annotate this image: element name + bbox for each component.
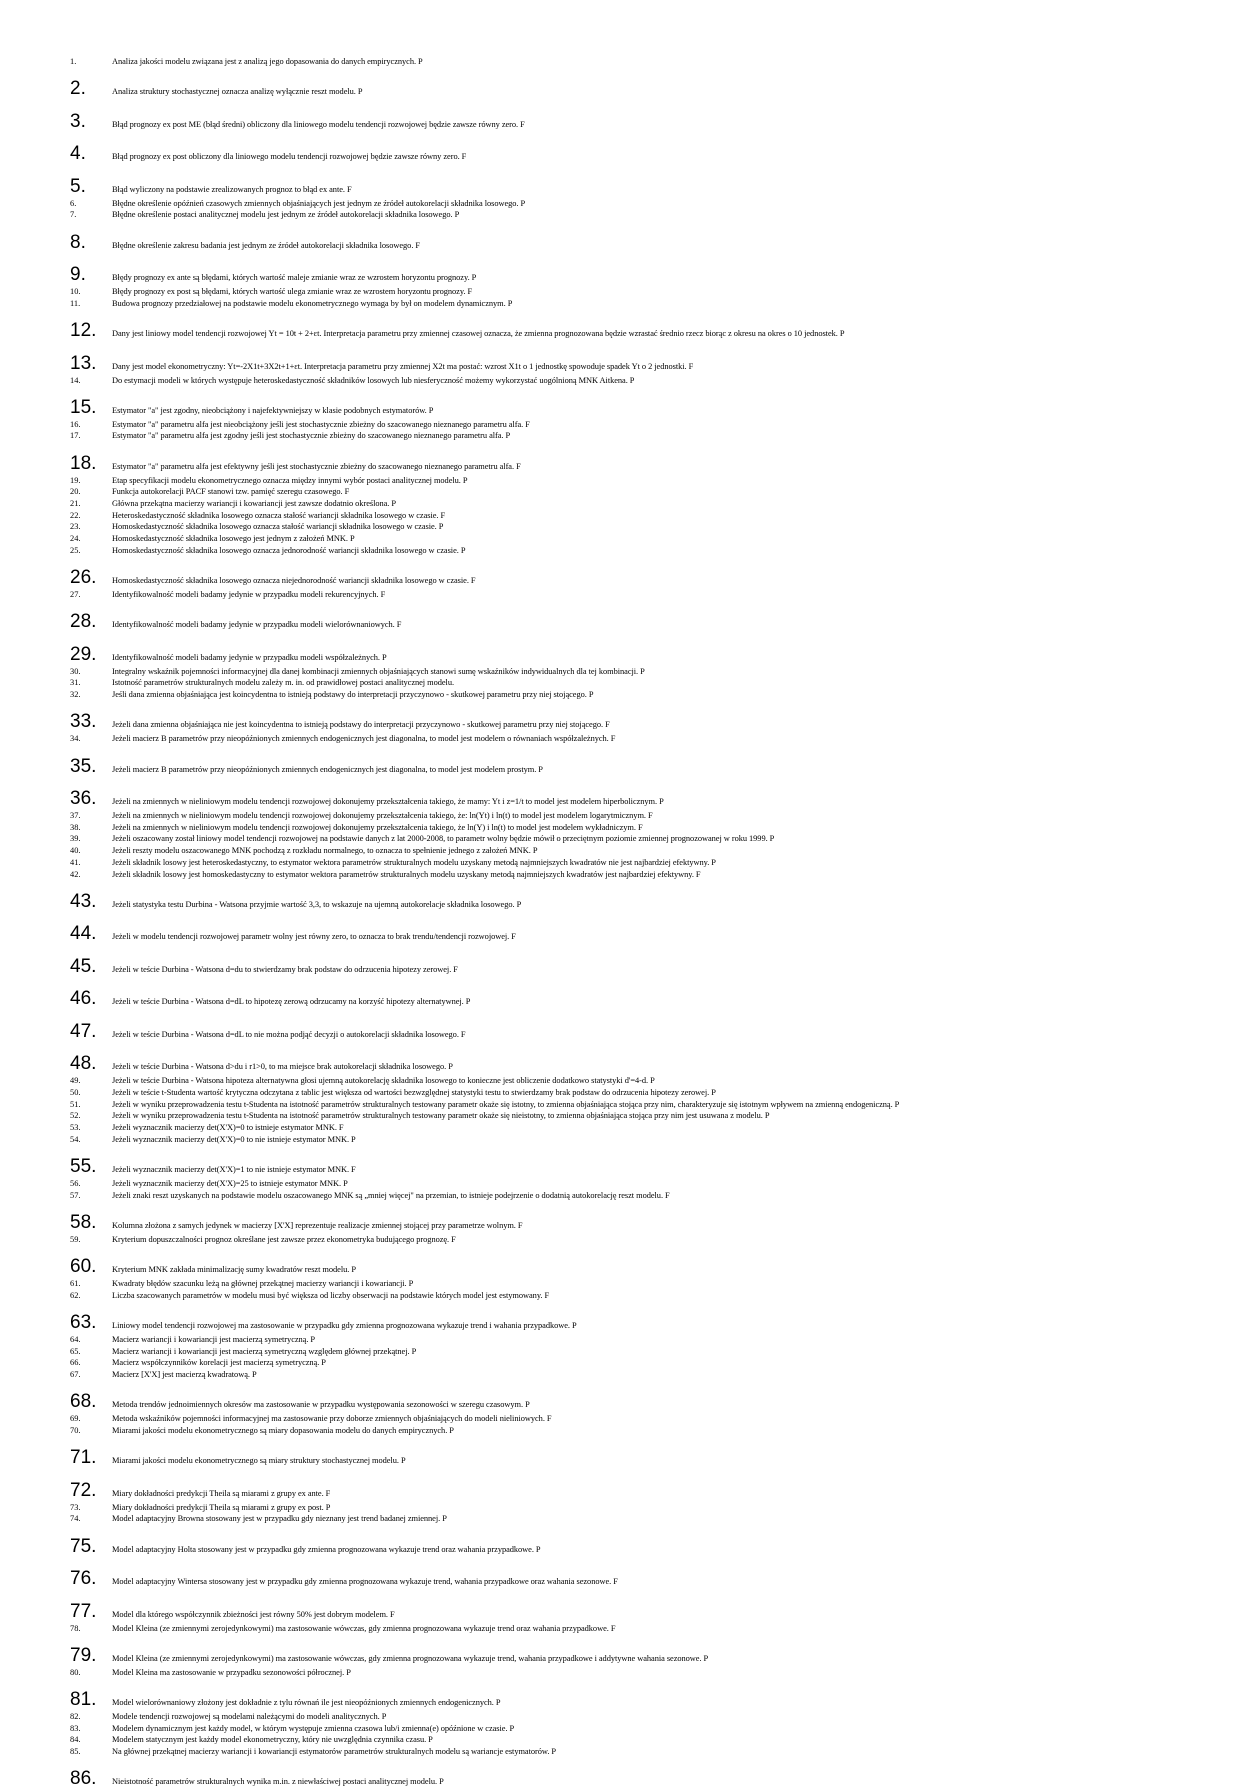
item-number: 31.: [70, 678, 81, 688]
item-text: Błędne określenie opóźnień czasowych zmiennych objaśniających jest jednym ze źródeł autokorelacji składnika losowego. P: [112, 198, 526, 208]
item-text: Błędy prognozy ex ante są błędami, których wartość maleje zmianie wraz ze wzrostem horyzontu prognozy. P: [112, 273, 477, 283]
list-item: [70, 890, 1210, 913]
item-text: Liniowy model tendencji rozwojowej ma zastosowanie w przypadku gdy zmienna prognozowana wykazuje trend i wahania przypadkowe. P: [112, 1321, 577, 1331]
list-item: [70, 1691, 1210, 1711]
item-text: Miarami jakości modelu ekonometrycznego są miary dopasowania modelu do danych empirycznych. P: [112, 1426, 454, 1436]
list-item: [70, 1734, 1210, 1746]
item-text: Istotność parametrów strukturalnych modelu zależy m. in. od prawidłowej postaci analitycznej modelu.: [112, 678, 454, 688]
list-item: [70, 1134, 1210, 1146]
item-number: 67.: [70, 1370, 81, 1380]
list-item: [70, 790, 1210, 810]
item-text: Macierz współczynników korelacji jest macierzą symetryczną. P: [112, 1358, 326, 1368]
item-text: Jeżeli w teście Durbina - Watsona d=dL to nie można podjąć decyzji o autokorelacji składnika losowego. F: [112, 1029, 466, 1039]
list-item: [70, 1393, 1210, 1413]
list-item: [70, 1178, 1210, 1190]
item-number: 15.: [70, 396, 97, 418]
list-item: [70, 1290, 1210, 1302]
list-item: [70, 990, 1210, 1010]
item-number: 44.: [70, 923, 97, 945]
item-text: Miary dokładności predykcji Theila są miarami z grupy ex ante. F: [112, 1488, 331, 1498]
item-number: 43.: [70, 890, 97, 912]
list-item: [70, 110, 1210, 133]
item-number: 7.: [70, 210, 77, 220]
item-number: 54.: [70, 1134, 81, 1144]
item-text: Jeśli dana zmienna objaśniająca jest koincydentna to istnieją podstawy do interpretacji przyczynowo - skutkowej parametru przy niej stojącego. P: [112, 690, 594, 700]
item-text: Jeżeli oszacowany został liniowy model tendencji rozwojowej na podstawie danych z lat 2000-2008, to parametr wolny będzie mówił o przeciętnym poziomie zmiennej prognozowanej w roku 1999. P: [112, 834, 775, 844]
item-number: 77.: [70, 1600, 97, 1622]
list-item: [70, 533, 1210, 545]
list-item: [70, 1314, 1210, 1334]
item-text: Błąd wyliczony na podstawie zrealizowanych prognoz to błąd ex ante. F: [112, 184, 352, 194]
item-number: 4.: [70, 143, 86, 165]
item-number: 37.: [70, 811, 81, 821]
list-item: [70, 845, 1210, 857]
item-number: 50.: [70, 1087, 81, 1097]
list-item: [70, 198, 1210, 210]
list-item: [70, 486, 1210, 498]
list-item: [70, 589, 1210, 601]
list-item: [70, 298, 1210, 310]
list-item: [70, 56, 1210, 68]
list-item: [70, 1770, 1210, 1790]
list-item: [70, 375, 1210, 387]
list-item: [70, 869, 1210, 881]
list-item: [70, 1369, 1210, 1381]
list-item: [70, 1479, 1210, 1502]
item-number: 80.: [70, 1667, 81, 1677]
item-text: Jeżeli dana zmienna objaśniająca nie jest koincydentna to istnieją podstawy do interpretacji przyczynowo - skutkowej parametru przy niej stojącego. F: [112, 720, 610, 730]
item-number: 14.: [70, 375, 81, 385]
item-number: 26.: [70, 567, 97, 589]
item-text: Funkcja autokorelacji PACF stanowi tzw. pamięć szeregu czasowego. F: [112, 487, 350, 497]
item-text: Model wielorównaniowy złożony jest dokładnie z tylu równań ile jest nieopóźnionych zmiennych endogenicznych. P: [112, 1698, 501, 1708]
item-text: Jeżeli na zmiennych w nieliniowym modelu tendencji rozwojowej dokonujemy przekształcenia takiego, że: ln(Yt) i ln(t) to model jest modelem logarytmicznym. F: [112, 811, 653, 821]
item-number: 45.: [70, 955, 97, 977]
list-item: [70, 1623, 1210, 1635]
item-number: 27.: [70, 590, 81, 600]
item-text: Kwadraty błędów szacunku leżą na głównej przekątnej macierzy wariancji i kowariancji. P: [112, 1279, 414, 1289]
list-item: [70, 510, 1210, 522]
item-number: 6.: [70, 198, 77, 208]
item-text: Estymator "a" jest zgodny, nieobciążony i najefektywniejszy w klasie podobnych estymatorów. P: [112, 405, 434, 415]
item-text: Model dla którego współczynnik zbieżności jest równy 50% jest dobrym modelem. F: [112, 1609, 395, 1619]
list-item: [70, 430, 1210, 442]
list-item: [70, 810, 1210, 822]
item-number: 70.: [70, 1426, 81, 1436]
item-number: 34.: [70, 734, 81, 744]
item-text: Heteroskedastyczność składnika losowego oznacza stałość wariancji składnika losowego w czasie. F: [112, 510, 446, 520]
list-item: [70, 1334, 1210, 1346]
item-number: 48.: [70, 1053, 97, 1075]
item-number: 66.: [70, 1358, 81, 1368]
item-text: Estymator "a" parametru alfa jest zgodny jeśli jest stochastycznie zbieżny do szacowanego nieznanego parametru alfa. P: [112, 431, 511, 441]
list-item: [70, 822, 1210, 834]
item-text: Dany jest model ekonometryczny: Yt=-2X1t+3X2t+1+εt. Interpretacja parametru przy zmiennej X2t ma postać: wzrost X1t o 1 jednostkę spowoduje spadek Yt o 2 jednostki. F: [112, 361, 694, 371]
item-text: Modelem dynamicznym jest każdy model, w którym występuje zmienna czasowa lub/i zmienna(e) opóźnione w czasie. P: [112, 1723, 515, 1733]
list-item: [70, 1449, 1210, 1469]
item-number: 32.: [70, 690, 81, 700]
item-text: Liczba szacowanych parametrów w modelu musi być większa od liczby obserwacji na podstawie których model jest estymowany. F: [112, 1290, 550, 1300]
item-text: Jeżeli statystyka testu Durbina - Watsona przyjmie wartość 3,3, to wskazuje na ujemną autokorelacje składnika losowego. P: [112, 899, 522, 909]
list-item: [70, 643, 1210, 666]
item-number: 60.: [70, 1256, 97, 1278]
item-text: Kryterium MNK zakłada minimalizację sumy kwadratów reszt modelu. P: [112, 1265, 356, 1275]
item-number: 20.: [70, 487, 81, 497]
list-item: [70, 677, 1210, 689]
item-number: 21.: [70, 499, 81, 509]
item-text: Jeżeli składnik losowy jest heteroskedastyczny, to estymator wektora parametrów strukturalnych modelu uzyskany metodą najmniejszych kwadratów nie jest najbardziej efektywny. P: [112, 857, 716, 867]
item-text: Jeżeli w wyniku przeprowadzenia testu t-Studenta na istotność parametrów strukturalnych testowany parametr okaże się istotny, to zmienna objaśniająca stojąca przy nim, charakteryzuje się istotnym wpływem na zmienną endogeniczną. P: [112, 1099, 900, 1109]
item-number: 74.: [70, 1514, 81, 1524]
list-item: [70, 498, 1210, 510]
item-text: Macierz wariancji i kowariancji jest macierzą symetryczną względem głównej przekątnej. P: [112, 1346, 417, 1356]
item-number: 42.: [70, 869, 81, 879]
item-text: Budowa prognozy przedziałowej na podstawie modelu ekonometrycznego wymaga by był on modelem dynamicznym. P: [112, 298, 513, 308]
item-text: Jeżeli wyznacznik macierzy det(X'X)=1 to nie istnieje estymator MNK. F: [112, 1165, 356, 1174]
item-number: 59.: [70, 1234, 81, 1244]
list-item: [70, 286, 1210, 298]
item-number: 30.: [70, 666, 81, 676]
list-item: [70, 1535, 1210, 1558]
list-item: [70, 80, 1210, 100]
item-number: 82.: [70, 1712, 81, 1722]
item-number: 51.: [70, 1099, 81, 1109]
list-item: [70, 1667, 1210, 1679]
item-text: Estymator "a" parametru alfa jest nieobciążony jeśli jest stochastycznie zbieżny do szacowanego nieznanego parametru alfa. F: [112, 419, 530, 429]
item-text: Błędne określenie zakresu badania jest jednym ze źródeł autokorelacji składnika losowego. F: [112, 240, 421, 250]
item-text: Metoda trendów jednoimiennych okresów ma zastosowanie w przypadku występowania sezonowości w szeregu czasowym. P: [112, 1400, 530, 1410]
item-text: Jeżeli reszty modelu oszacowanego MNK pochodzą z rozkładu normalnego, to oznacza to spełnienie jednego z założeń MNK. P: [112, 846, 538, 856]
list-item: [70, 925, 1210, 945]
list-item: [70, 613, 1210, 633]
item-number: 23.: [70, 522, 81, 532]
item-number: 35.: [70, 755, 97, 777]
list-item: [70, 1122, 1210, 1134]
list-item: [70, 1425, 1210, 1437]
list-item: [70, 1099, 1210, 1111]
item-number: 39.: [70, 834, 81, 844]
item-text: Model Kleina ma zastosowanie w przypadku sezonowości półrocznej. P: [112, 1667, 351, 1677]
list-item: [70, 419, 1210, 431]
item-number: 29.: [70, 643, 97, 665]
item-text: Jeżeli w teście Durbina - Watsona d=dL to hipotezę zerową odrzucamy na korzyść hipotezy alternatywnej. P: [112, 997, 471, 1007]
list-item: [70, 666, 1210, 678]
list-item: [70, 1190, 1210, 1202]
item-number: 79.: [70, 1644, 97, 1666]
list-item: [70, 857, 1210, 869]
list-item: [70, 266, 1210, 286]
list-item: [70, 521, 1210, 533]
list-item: [70, 1570, 1210, 1590]
item-number: 49.: [70, 1076, 81, 1086]
item-text: Jeżeli wyznacznik macierzy det(X'X)=0 to nie istnieje estymator MNK. P: [112, 1134, 356, 1144]
item-text: Identyfikowalność modeli badamy jedynie w przypadku modeli współzależnych. P: [112, 652, 387, 662]
list-item: [70, 231, 1210, 254]
item-number: 1.: [70, 57, 77, 66]
item-text: Błędy prognozy ex post są błędami, których wartość ulega zmianie wraz ze wzrostem horyzontu prognozy. F: [112, 287, 473, 297]
item-number: 64.: [70, 1335, 81, 1345]
list-item: [70, 145, 1210, 165]
item-text: Model adaptacyjny Browna stosowany jest w przypadku gdy nieznany jest trend badanej zmiennej. P: [112, 1514, 447, 1524]
item-number: 38.: [70, 822, 81, 832]
list-item: [70, 1711, 1210, 1723]
item-number: 86.: [70, 1768, 97, 1790]
item-text: Homoskedastyczność składnika losowego oznacza stałość wariancji składnika losowego w czasie. P: [112, 522, 444, 532]
item-number: 78.: [70, 1623, 81, 1633]
list-item: [70, 475, 1210, 487]
item-text: Analiza struktury stochastycznej oznacza analizę wyłącznie reszt modelu. P: [112, 87, 363, 97]
item-number: 62.: [70, 1290, 81, 1300]
item-text: Analiza jakości modelu związana jest z analizą jego dopasowania do danych empirycznych. P: [112, 57, 423, 66]
item-number: 53.: [70, 1123, 81, 1133]
list-item: [70, 209, 1210, 221]
item-number: 71.: [70, 1447, 97, 1469]
list-item: [70, 322, 1210, 342]
item-number: 22.: [70, 510, 81, 520]
list-item: [70, 1234, 1210, 1246]
item-text: Błąd prognozy ex post ME (błąd średni) obliczony dla liniowego modelu tendencji rozwojowej będzie zawsze równy zero. F: [112, 119, 525, 129]
item-text: Jeżeli w modelu tendencji rozwojowej parametr wolny jest równy zero, to oznacza to brak trendu/tendencji rozwojowej. F: [112, 932, 516, 942]
item-number: 47.: [70, 1020, 97, 1042]
item-number: 25.: [70, 545, 81, 555]
item-text: Jeżeli w teście t-Studenta wartość krytyczna odczytana z tablic jest większa od wartości bezwzględnej statystyki testu to stwierdzamy brak podstaw do odrzucenia hipotezy zerowej. P: [112, 1087, 716, 1097]
item-number: 65.: [70, 1346, 81, 1356]
list-item: [70, 1644, 1210, 1667]
item-number: 8.: [70, 231, 86, 253]
list-item: [70, 689, 1210, 701]
list-item: [70, 733, 1210, 745]
item-number: 3.: [70, 110, 86, 132]
item-text: Modelem statycznym jest każdy model ekonometryczny, który nie uwzględnia czynnika czasu. P: [112, 1735, 433, 1745]
item-number: 81.: [70, 1689, 97, 1711]
item-number: 63.: [70, 1312, 97, 1334]
item-text: Model adaptacyjny Holta stosowany jest w przypadku gdy zmienna prognozowana wykazuje trend oraz wahania przypadkowe. P: [112, 1544, 541, 1554]
list-item: [70, 1258, 1210, 1278]
item-number: 85.: [70, 1747, 81, 1757]
item-number: 9.: [70, 264, 86, 286]
list-item: [70, 1357, 1210, 1369]
item-number: 36.: [70, 788, 97, 810]
list-item: [70, 1055, 1210, 1075]
item-text: Błędne określenie postaci analitycznej modelu jest jednym ze źródeł autokorelacji składnika losowego. P: [112, 210, 460, 220]
item-number: 55.: [70, 1156, 97, 1177]
item-text: Nieistotność parametrów strukturalnych wynika m.in. z niewłaściwej postaci analitycznej modelu. P: [112, 1777, 444, 1787]
item-number: 72.: [70, 1479, 97, 1501]
item-text: Model Kleina (ze zmiennymi zerojedynkowymi) ma zastosowanie wówczas, gdy zmienna prognozowana wykazuje trend oraz wahania przypadkowe. F: [112, 1623, 616, 1633]
list-item: [70, 1110, 1210, 1122]
item-text: Miary dokładności predykcji Theila są miarami z grupy ex post. P: [112, 1502, 331, 1512]
item-text: Jeżeli w teście Durbina - Watsona d=du to stwierdzamy brak podstaw do odrzucenia hipotezy zerowej. F: [112, 964, 458, 974]
item-number: 57.: [70, 1190, 81, 1200]
item-text: Metoda wskaźników pojemności informacyjnej ma zastosowanie przy doborze zmiennych objaśniających do modeli nieliniowych. F: [112, 1414, 552, 1424]
item-number: 61.: [70, 1279, 81, 1289]
item-number: 5.: [70, 175, 86, 197]
item-number: 68.: [70, 1391, 97, 1413]
list-item: [70, 1075, 1210, 1087]
list-item: [70, 1278, 1210, 1290]
item-text: Jeżeli znaki reszt uzyskanych na podstawie modelu oszacowanego MNK są „mniej więcej" na przemian, to istnieje podejrzenie o dodatnią autokorelację reszt modelu. F: [112, 1190, 670, 1200]
true-false-list: [70, 56, 1210, 1790]
list-item: [70, 1600, 1210, 1623]
item-text: Na głównej przekątnej macierzy wariancji i kowariancji estymatorów parametrów strukturalnych modelu są wariancje estymatorów. P: [112, 1747, 557, 1757]
item-number: 56.: [70, 1179, 81, 1188]
item-number: 58.: [70, 1211, 97, 1233]
item-number: 52.: [70, 1111, 81, 1121]
item-number: 75.: [70, 1535, 97, 1557]
list-item: [70, 1020, 1210, 1043]
list-item: [70, 1158, 1210, 1178]
item-text: Macierz wariancji i kowariancji jest macierzą symetryczną. P: [112, 1335, 316, 1345]
list-item: [70, 452, 1210, 475]
item-number: 41.: [70, 857, 81, 867]
item-text: Dany jest liniowy model tendencji rozwojowej Yt = 10t + 2+εt. Interpretacja parametru przy zmiennej czasowej oznacza, że zmienna prognozowana będzie wzrastać średnio rzecz biorąc z okresu na okres o 10 jednostek. P: [112, 329, 845, 339]
list-item: [70, 713, 1210, 733]
item-text: Główna przekątna macierzy wariancji i kowariancji jest zawsze dodatnio określona. P: [112, 499, 396, 509]
list-item: [70, 1723, 1210, 1735]
item-number: 17.: [70, 431, 81, 441]
item-text: Jeżeli w wyniku przeprowadzenia testu t-Studenta na istotność parametrów strukturalnych testowany parametr okaże się nieistotny, to zmienna objaśniająca stojąca przy nim jest usuwana z modelu. P: [112, 1111, 770, 1121]
item-text: Identyfikowalność modeli badamy jedynie w przypadku modeli wielorównaniowych. F: [112, 620, 402, 630]
item-number: 11.: [70, 298, 81, 308]
item-text: Jeżeli na zmiennych w nieliniowym modelu tendencji rozwojowej dokonujemy przekształcenia takiego, że ln(Y) i ln(t) to model jest modelem wykładniczym. F: [112, 822, 643, 832]
item-number: 18.: [70, 452, 97, 474]
list-item: [70, 1513, 1210, 1525]
list-item: [70, 1211, 1210, 1234]
item-number: 16.: [70, 419, 81, 429]
list-item: [70, 1746, 1210, 1758]
list-item: [70, 1087, 1210, 1099]
item-number: 24.: [70, 534, 81, 544]
list-item: [70, 833, 1210, 845]
item-text: Homoskedastyczność składnika losowego oznacza niejednorodność wariancji składnika losowego w czasie. F: [112, 576, 476, 586]
item-text: Homoskedastyczność składnika losowego jest jednym z założeń MNK. P: [112, 534, 355, 544]
item-text: Błąd prognozy ex post obliczony dla liniowego modelu tendencji rozwojowej będzie zawsze równy zero. F: [112, 152, 467, 162]
item-number: 46.: [70, 988, 97, 1010]
item-number: 19.: [70, 475, 81, 485]
item-text: Model Kleina (ze zmiennymi zerojedynkowymi) ma zastosowanie wówczas, gdy zmienna prognozowana wykazuje trend, wahania przypadkowe i addytywne wahania sezonowe. P: [112, 1653, 709, 1663]
item-number: 10.: [70, 287, 81, 297]
item-text: Jeżeli macierz B parametrów przy nieopóźnionych zmiennych endogenicznych jest diagonalna, to model jest modelem o równaniach współzależnych. F: [112, 734, 616, 744]
item-text: Jeżeli wyznacznik macierzy det(X'X)=0 to istnieje estymator MNK. F: [112, 1123, 344, 1133]
list-item: [70, 545, 1210, 557]
item-number: 76.: [70, 1568, 97, 1590]
item-number: 73.: [70, 1502, 81, 1512]
item-text: Miarami jakości modelu ekonometrycznego są miary struktury stochastycznej modelu. P: [112, 1456, 406, 1466]
item-text: Etap specyfikacji modelu ekonometrycznego oznacza między innymi wybór postaci analitycznej modelu. P: [112, 475, 468, 485]
item-number: 33.: [70, 711, 97, 733]
item-text: Jeżeli macierz B parametrów przy nieopóźnionych zmiennych endogenicznych jest diagonalna, to model jest modelem prostym. P: [112, 764, 543, 774]
item-text: Homoskedastyczność składnika losowego oznacza jednorodność wariancji składnika losowego w czasie. P: [112, 545, 466, 555]
item-text: Identyfikowalność modeli badamy jedynie w przypadku modeli rekurencyjnych. F: [112, 590, 386, 600]
item-number: 2.: [70, 78, 86, 100]
list-item: [70, 396, 1210, 419]
list-item: [70, 1413, 1210, 1425]
item-text: Jeżeli w teście Durbina - Watsona d>du i r1>0, to ma miejsce brak autokorelacji składnika losowego. P: [112, 1062, 453, 1072]
item-number: 40.: [70, 846, 81, 856]
list-item: [70, 955, 1210, 978]
list-item: [70, 1502, 1210, 1514]
list-item: [70, 755, 1210, 778]
item-number: 13.: [70, 352, 97, 374]
item-number: 28.: [70, 611, 97, 633]
list-item: [70, 352, 1210, 375]
item-text: Jeżeli wyznacznik macierzy det(X'X)=25 to istnieje estymator MNK. P: [112, 1179, 348, 1188]
item-text: Jeżeli na zmiennych w nieliniowym modelu tendencji rozwojowej dokonujemy przekształcenia takiego, że mamy: Yt i z=1/t to model jest modelem hiperbolicznym. P: [112, 797, 664, 807]
item-text: Integralny wskaźnik pojemności informacyjnej dla danej kombinacji zmiennych objaśniających stanowi sumę wskaźników indywidualnych dla tej kombinacji. P: [112, 666, 645, 676]
item-number: 69.: [70, 1414, 81, 1424]
list-item: [70, 1346, 1210, 1358]
item-text: Model adaptacyjny Wintersa stosowany jest w przypadku gdy zmienna prognozowana wykazuje trend, wahania przypadkowe oraz wahania sezonowe. F: [112, 1577, 618, 1587]
item-text: Modele tendencji rozwojowej są modelami należącymi do modeli analitycznych. P: [112, 1712, 387, 1722]
item-text: Do estymacji modeli w których występuje heteroskedastyczność składników losowych lub niesferyczność możemy wykorzystać uogólnioną MNK Aitkena. P: [112, 375, 635, 385]
list-item: [70, 569, 1210, 589]
item-number: 12.: [70, 320, 97, 342]
item-text: Estymator "a" parametru alfa jest efektywny jeśli jest stochastycznie zbieżny do szacowanego nieznanego parametru alfa. F: [112, 461, 521, 471]
item-text: Macierz [X'X] jest macierzą kwadratową. P: [112, 1370, 257, 1380]
item-number: 83.: [70, 1723, 81, 1733]
item-text: Kolumna złożona z samych jedynek w macierzy [X'X] reprezentuje realizacje zmiennej stojącej przy parametrze wolnym. F: [112, 1220, 523, 1230]
list-item: [70, 175, 1210, 198]
item-text: Jeżeli w teście Durbina - Watsona hipoteza alternatywna głosi ujemną autokorelację składnika losowego to konieczne jest obliczenie dodatkowo statystyki d'=4-d. P: [112, 1076, 655, 1086]
item-text: Kryterium dopuszczalności prognoz określane jest zawsze przez ekonometryka budującego prognozę. F: [112, 1234, 456, 1244]
item-text: Jeżeli składnik losowy jest homoskedastyczny to estymator wektora parametrów strukturalnych modelu uzyskany metodą najmniejszych kwadratów jest najbardziej efektywny. F: [112, 869, 701, 879]
item-number: 84.: [70, 1735, 81, 1745]
